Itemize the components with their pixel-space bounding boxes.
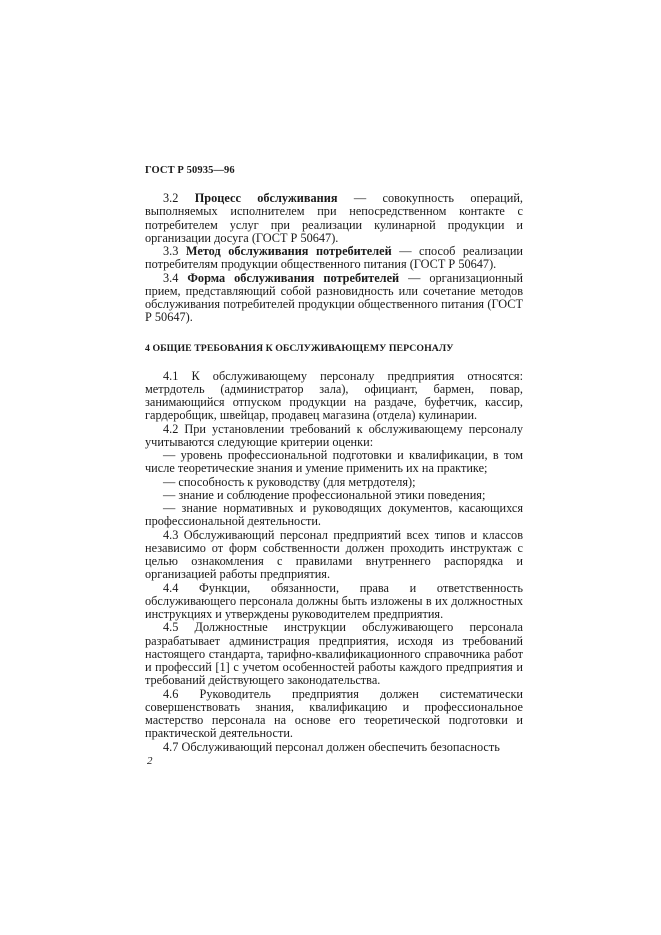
clause-4-3: 4.3 Обслуживающий персонал предприятий всех типов и классов независимо от форм собственности должен проходить инструктаж с целью ознакомления с правилами внутреннего распорядка и организацией работы предприятия. <box>145 527 523 582</box>
clause-4-6: 4.6 Руководитель предприятия должен систематически совершенствовать знания, квалификацию и профессиональное мастерство персонала на основе его теоретической подготовки и практической деятельности. <box>145 686 523 741</box>
definition-3-2 <box>145 192 523 245</box>
document-page <box>145 165 523 754</box>
list-item: — знание нормативных и руководящих документов, касающихся профессиональной деятельности. <box>145 501 523 529</box>
clause-number: 3.3 <box>163 244 186 258</box>
list-item: — знание и соблюдение профессиональной этики поведения; <box>163 487 486 502</box>
list-item: — уровень профессиональной подготовки и квалификации, в том числе теоретические знания и умение применить их на практике; <box>145 448 523 476</box>
definition-3-3 <box>145 245 523 272</box>
definition-text: — организационный прием, представляющий собой разновидность или сочетание методов обслуживания потребителей продукции общественного питания (ГОСТ Р 50647). <box>145 270 523 325</box>
clause-4-7: 4.7 Обслуживающий персонал должен обеспечить безопасность <box>163 739 500 754</box>
clause-4-2: 4.2 При установлении требований к обслуживающему персоналу учитываются следующие критерии оценки: <box>145 421 523 449</box>
clause-4-1: 4.1 К обслуживающему персоналу предприятия относятся: метрдотель (администратор зала), официант, бармен, повар, занимающийся отпуском продукции на раздаче, буфетчик, кассир, гардеробщик, швейцар, продавец магазина (отдела) кулинарии. <box>145 368 523 423</box>
page-number: 2 <box>147 755 153 767</box>
clause-4-4: 4.4 Функции, обязанности, права и ответственность обслуживающего персонала должны быть изложены в их должностных инструкциях и утверждены руководителем предприятия. <box>145 580 523 621</box>
list-item: — способность к руководству (для метрдотеля); <box>163 474 416 489</box>
section-title: 4 ОБЩИЕ ТРЕБОВАНИЯ К ОБСЛУЖИВАЮЩЕМУ ПЕРСОНАЛУ <box>145 342 454 354</box>
term: Метод обслуживания потребителей <box>185 244 392 258</box>
definition-text: — совокупность операций, выполняемых исполнителем при непосредственном контакте с потребителем услуг при реализации кулинарной продукции и организации досуга (ГОСТ Р 50647). <box>145 191 523 245</box>
term: Процесс обслуживания <box>194 191 338 205</box>
definition-3-4 <box>145 272 523 325</box>
clause-number: 3.2 <box>163 191 195 205</box>
clause-number: 3.4 <box>163 270 188 285</box>
document-header: ГОСТ Р 50935—96 <box>145 165 235 176</box>
clause-4-5: 4.5 Должностные инструкции обслуживающего персонала разрабатывает администрация предприятия, исходя из требований настоящего стандарта, тарифно-квалификационного справочника работ и профессий [1] с учетом особенностей работы каждого предприятия и требований действующего законодательства. <box>145 620 523 688</box>
term: Форма обслуживания потребителей <box>187 270 400 285</box>
definition-text: — способ реализации потребителям продукции общественного питания (ГОСТ Р 50647). <box>145 244 523 272</box>
